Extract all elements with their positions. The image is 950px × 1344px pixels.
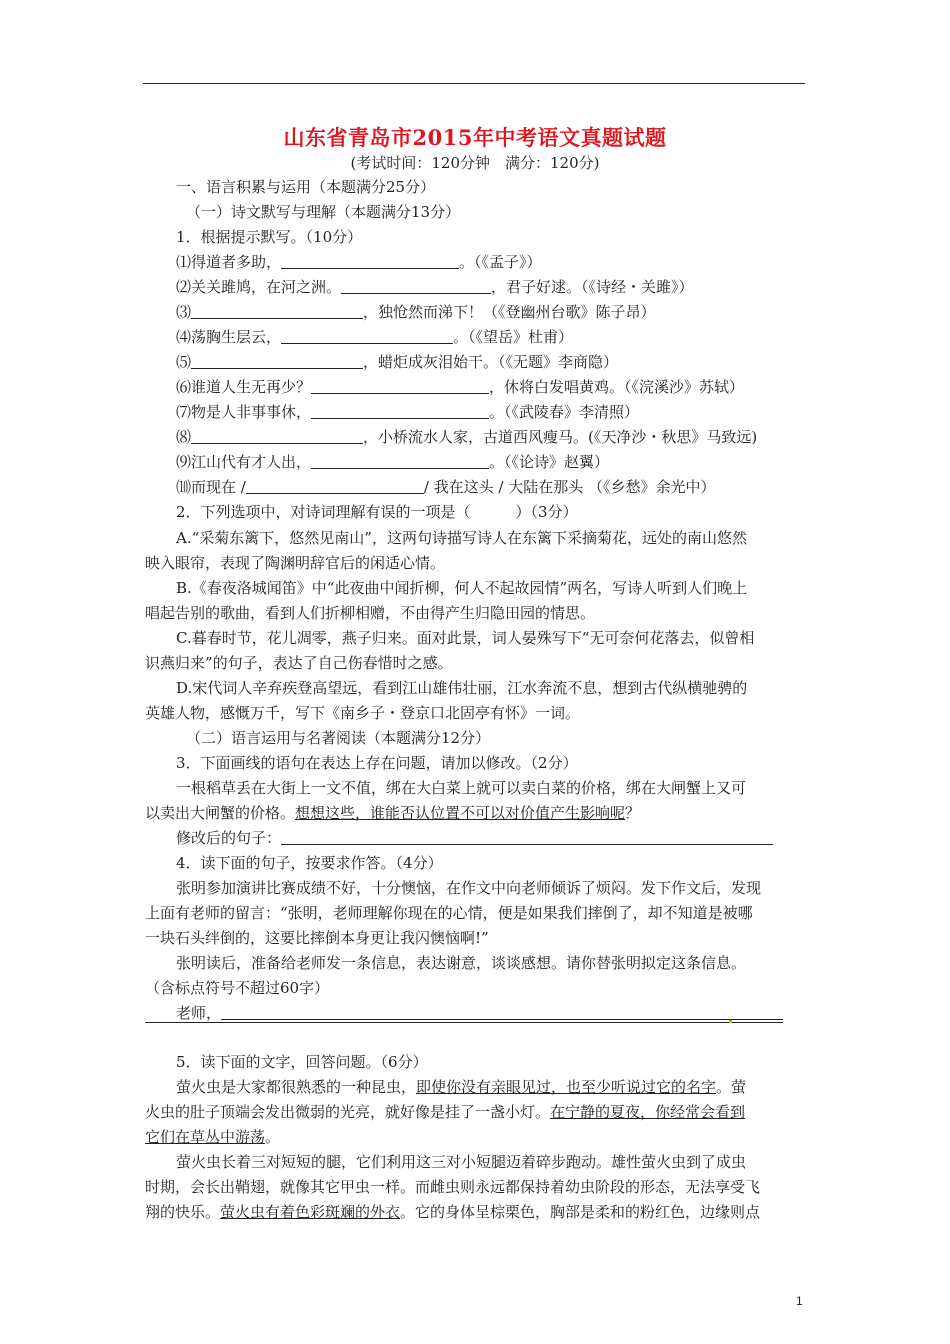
option-a-cont: 映入眼帘，表现了陶渊明辞官后的闲适心情。	[145, 554, 446, 572]
option-b: B.《春夜洛城闻笛》中“此夜曲中闻折柳，何人不起故园情”两名，写诗人听到人们晚上	[176, 579, 748, 597]
q4-passage-cont: 上面有老师的留言：“张明，老师理解你现在的心情，便是如果我们摔倒了，却不知道是被哪	[145, 904, 753, 922]
revised-sentence: 修改后的句子：	[176, 828, 773, 848]
stray-mark	[729, 1020, 732, 1023]
q4-instruction: 张明读后，准备给老师发一条信息，表达谢意，谈谈感想。请你替张明拟定这条信息。	[176, 954, 747, 972]
option-b-cont: 唱起告别的歌曲，看到人们折柳相赠，不由得产生归隐田园的情思。	[145, 604, 596, 622]
underlined-sentence: 它们在草丛中游荡	[145, 1128, 266, 1146]
answer-blank[interactable]	[191, 304, 363, 319]
q5-passage-cont: 时期，会长出鞘翅，就像其它甲虫一样。而雌虫则永远都保持着幼虫阶段的形态，无法享受飞	[145, 1178, 761, 1196]
option-a: A.“采菊东篱下，悠然见南山”，这两句诗描写诗人在东篱下采摘菊花，远处的南山悠然	[176, 529, 747, 547]
q1-item: ⑻ ，小桥流水人家，古道西风瘦马。(《天净沙・秋思》马致远)	[176, 428, 758, 446]
answer-blank[interactable]	[281, 254, 459, 269]
page-title: 山东省青岛市2015年中考语文真题试题	[283, 125, 667, 150]
q1-item: ⑼江山代有才人出， 。（《论诗》赵翼）	[176, 453, 610, 471]
q5-passage: 萤火虫长着三对短短的腿，它们利用这三对小短腿迈着碎步跑动。雄性萤火虫到了成虫	[176, 1153, 747, 1171]
q4-passage-cont: 一块石头绊倒的，这要比摔倒本身更让我闪懊恼啊!”	[145, 929, 489, 947]
q1-item: ⑸ ，蜡炬成灰泪始干。（《无题》李商隐）	[176, 353, 619, 371]
option-d: D.宋代词人辛弃疾登高望远，看到江山雄伟壮丽，江水奔流不息，想到古代纵横驰骋的	[176, 679, 748, 697]
underlined-sentence: 萤火虫有着色彩斑斓的外衣	[220, 1203, 401, 1221]
answer-blank[interactable]	[246, 479, 424, 494]
option-c-cont: 识燕归来”的句子，表达了自己伤春惜时之感。	[145, 654, 453, 672]
q3-passage-cont: 以卖出大闸蟹的价格。想想这些，谁能否认位置不可以对价值产生影响呢？	[145, 804, 641, 822]
section-heading: 一、语言积累与运用（本题满分25分）	[176, 178, 436, 196]
answer-blank[interactable]	[221, 1005, 783, 1020]
underlined-sentence: 在宁静的夏夜，你经常会看到	[550, 1103, 746, 1121]
q1-item: ⑺物是人非事事休， 。（《武陵春》李清照）	[176, 403, 640, 421]
question-4: 4．读下面的句子，按要求作答。（4分）	[176, 854, 443, 872]
answer-blank[interactable]	[311, 379, 489, 394]
subsection-heading: （二）语言运用与名著阅读（本题满分12分）	[186, 729, 491, 747]
q5-passage-cont: 翔的快乐。萤火虫有着色彩斑斓的外衣。它的身体呈棕栗色，胸部是柔和的粉红色，边缘则点	[145, 1203, 761, 1221]
answer-blank[interactable]	[341, 279, 491, 294]
option-d-cont: 英雄人物，感慨万千，写下《南乡子・登京口北固亭有怀》一词。	[145, 704, 581, 722]
q1-item: ⑷荡胸生层云， 。（《望岳》杜甫）	[176, 328, 574, 346]
answer-line[interactable]	[145, 1022, 783, 1023]
underlined-sentence: 想想这些，谁能否认位置不可以对价值产生影响呢	[295, 804, 626, 822]
question-2: 2．下列选项中，对诗词理解有误的一项是（ ）（3分）	[176, 503, 578, 521]
q5-passage: 萤火虫是大家都很熟悉的一种昆虫，即使你没有亲眼见过，也至少听说过它的名字。萤	[176, 1078, 747, 1096]
q1-item: ⑵关关雎鸠，在河之洲。 ，君子好逑。（《诗经・关雎》）	[176, 278, 694, 296]
answer-blank[interactable]	[281, 830, 773, 845]
top-rule	[143, 83, 805, 84]
answer-blank[interactable]	[311, 404, 489, 419]
q4-passage: 张明参加演讲比赛成绩不好，十分懊恼，在作文中向老师倾诉了烦闷。发下作文后，发现	[176, 879, 762, 897]
q1-item: ⑹谁道人生无再少？ ，休将白发唱黄鸡。（《浣溪沙》苏轼）	[176, 378, 745, 396]
q1-item: ⑽而现在 / / 我在这头 / 大陆在那头 （《乡愁》余光中）	[176, 478, 716, 496]
underlined-sentence: 即使你没有亲眼见过，也至少听说过它的名字	[416, 1078, 717, 1096]
q1-item: ⑶ ，独怆然而涕下！（《登幽州台歌》陈子昂）	[176, 303, 656, 321]
q4-instruction-cont: （含标点符号不超过60字）	[145, 979, 330, 997]
q3-passage: 一根稻草丢在大街上一文不值，绑在大白菜上就可以卖白菜的价格，绑在大闸蟹上又可	[176, 779, 747, 797]
question-3: 3．下面画线的语句在表达上存在问题，请加以修改。（2分）	[176, 754, 578, 772]
q5-passage-cont: 它们在草丛中游荡。	[145, 1128, 281, 1146]
subsection-heading: （一）诗文默写与理解（本题满分13分）	[186, 203, 461, 221]
question-1: 1．根据提示默写。（10分）	[176, 228, 363, 246]
q5-passage-cont: 火虫的肚子顶端会发出微弱的光亮，就好像是挂了一盏小灯。在宁静的夏夜，你经常会看到	[145, 1103, 746, 1121]
question-5: 5．读下面的文字，回答问题。（6分）	[176, 1053, 428, 1071]
answer-blank[interactable]	[191, 429, 363, 444]
q1-item: ⑴得道者多助， 。（《孟子》）	[176, 253, 542, 271]
answer-blank[interactable]	[191, 354, 363, 369]
answer-blank[interactable]	[281, 329, 453, 344]
option-c: C.暮春时节，花儿凋零，燕子归来。面对此景，词人晏殊写下“无可奈何花落去，似曾相	[176, 629, 755, 647]
exam-info: (考试时间：120分钟 满分：120分)	[350, 154, 600, 172]
message-answer: 老师，	[176, 1003, 783, 1023]
answer-blank[interactable]	[311, 454, 489, 469]
page-number: 1	[796, 1294, 803, 1308]
